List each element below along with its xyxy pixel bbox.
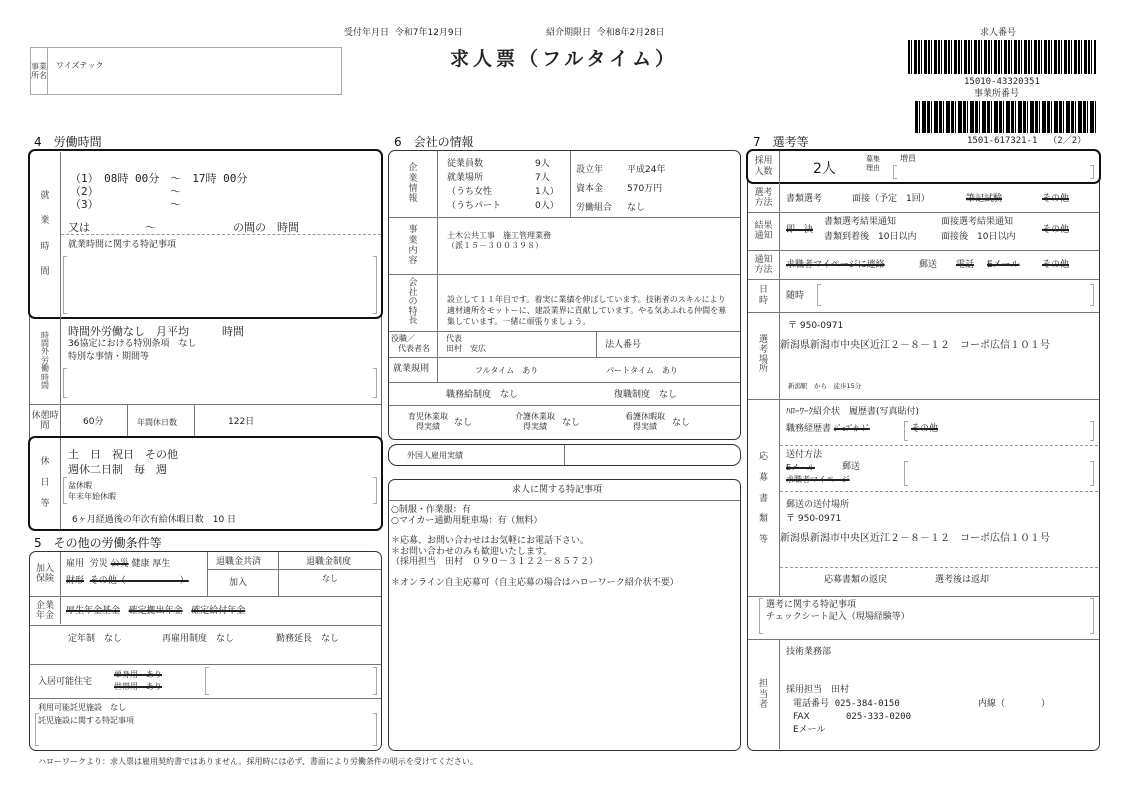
send-email: Eメール xyxy=(786,463,815,472)
business-line-1: 土木公共工事 施工管理業務 xyxy=(447,231,551,240)
section4-title: 4 労働時間 xyxy=(34,135,102,149)
housing-family: 世帯用 あり xyxy=(114,682,162,691)
retire-system: なし xyxy=(322,574,338,583)
company-name: ワイズテック xyxy=(56,61,104,70)
childcare-leave-label: 育児休業取得実績 xyxy=(408,412,448,431)
send-mypage: 求職者マイページ xyxy=(786,475,850,484)
mail-address: 新潟県新潟市中央区近江２－８－１２ コーポ広信１０１号 xyxy=(780,533,1050,544)
hires-box xyxy=(746,149,1101,184)
break-label: 休憩時間 xyxy=(31,410,59,431)
return-value: 選考後は返却 xyxy=(935,575,990,585)
insurance-struck: 財形 その他（ ） xyxy=(66,576,189,586)
holiday-note-2: 年末年始休暇 xyxy=(68,492,116,501)
employee-values: 9人 7人 1人） 0人） xyxy=(535,159,559,211)
section5-title: 5 その他の労働条件等 xyxy=(34,536,162,550)
nursing-leave-value: なし xyxy=(562,418,581,428)
rules-full: フルタイム あり xyxy=(475,366,539,375)
deadline-date: 紹介期限日 令和8年2月28日 xyxy=(546,28,665,38)
retire-mutual: 加入 xyxy=(229,578,248,588)
retire-system-label: 退職金制度 xyxy=(306,557,352,567)
result-doc: 書類選考結果通知 xyxy=(824,217,897,227)
nursing-leave-label: 介護休業取得実績 xyxy=(515,412,555,431)
insurance-label: 加入 保険 xyxy=(35,563,54,584)
documents-2: 職務経歴書 ｼﾞｮﾌﾞｶｰﾄﾞ xyxy=(786,424,870,434)
company-label: 事業所名 xyxy=(31,48,48,94)
special-circumstances: 特別な事情・期間等 xyxy=(68,352,150,362)
send-method-label: 送付方法 xyxy=(786,450,823,460)
job-notes-title: 求人に関する特記事項 xyxy=(512,485,603,495)
paid-leave: 6ヶ月経過後の年次有給休暇日数 10 日 xyxy=(72,515,237,525)
page-title: 求人票（フルタイム） xyxy=(450,48,679,70)
sick-leave-value: なし xyxy=(672,418,691,428)
reemployment: 再雇用制度 なし xyxy=(162,634,235,644)
corp-labels: 設立年 資本金 労働組合 xyxy=(576,165,613,213)
features-label: 会 社 の 特 長 xyxy=(408,278,418,327)
footer-disclaimer: ハローワークより：求人票は雇用契約書ではありません。採用時には必ず、書面により労働条件の明示を受けてください。 xyxy=(38,757,478,766)
contact-tel: 電話番号 025-384-0150 xyxy=(793,699,900,709)
selection-notes-label: 選考に関する特記事項 xyxy=(766,600,857,610)
insurance-items: 雇用 労災 公災 健康 厚生 xyxy=(66,559,171,569)
rules-part: パートタイム あり xyxy=(606,366,678,375)
childcare-notes-label: 託児施設に関する特記事項 xyxy=(38,716,134,725)
result-interview: 面接選考結果通知 xyxy=(941,217,1014,227)
overtime-label: 時 間 外 労 働 時 間 xyxy=(41,330,49,390)
date-value: 随時 xyxy=(786,291,805,301)
result-interview-when: 面接後 10日以内 xyxy=(941,232,1016,242)
selection-notes: チェックシート記入（現場経験等） xyxy=(766,612,910,622)
return-label: 応募書類の返戻 xyxy=(824,575,888,585)
mail-zip: 〒 950-0971 xyxy=(786,514,842,524)
shift-1: （1） 08時 00分 ～ 17時 00分 xyxy=(70,172,248,185)
representative-label: 役職／ 代表者名 xyxy=(391,334,430,353)
childcare: 利用可能託児施設 なし xyxy=(38,703,126,712)
result-label: 結果 通知 xyxy=(754,220,773,241)
section7-title: 7 選考等 xyxy=(753,135,809,149)
business-label: 事 業 内 容 xyxy=(408,225,418,267)
reinstatement-system: 復職制度 なし xyxy=(614,390,678,400)
documents-1: ﾊﾛｰﾜｰｸ紹介状 履歴書(写真貼付) xyxy=(786,407,920,417)
company-name-box xyxy=(30,47,342,95)
break-value: 60分 xyxy=(83,417,104,427)
method-interview: 面接（予定 1回） xyxy=(852,194,930,204)
annual-holidays-label: 年間休日数 xyxy=(137,418,177,427)
holidays-label: 休 日 等 xyxy=(40,457,50,509)
office-number-barcode xyxy=(915,101,1096,133)
holiday-days: 土 日 祝日 その他 xyxy=(68,448,178,461)
documents-label: 応 募 書 類 等 xyxy=(758,452,768,546)
reason-value: 増員 xyxy=(900,154,916,163)
annual-holidays: 122日 xyxy=(228,417,255,427)
contact-extension: 内線（ ） xyxy=(978,699,1051,709)
shift-2: （2） ～ xyxy=(70,185,182,198)
office-number-label: 事業所番号 xyxy=(974,89,1020,99)
work-hours-notes-label: 就業時間に関する特記事項 xyxy=(68,240,177,250)
work-hours-label: 就 業 時 間 xyxy=(40,191,50,277)
clause36: 36協定における特別条項 なし xyxy=(68,339,197,349)
contact-email-label: Eメール xyxy=(793,725,826,735)
or-hours-line: 又は ～ の間の 時間 xyxy=(68,221,299,234)
holiday-note-1: 盆休暇 xyxy=(68,481,92,490)
received-date: 受付年月日 令和7年12月9日 xyxy=(344,28,463,38)
method-other: その他 xyxy=(1042,194,1070,204)
pension-label: 企業 年金 xyxy=(35,600,54,621)
shift-list xyxy=(70,172,247,211)
shift-3: （3） ～ xyxy=(70,198,182,211)
date-label: 日 時 xyxy=(758,285,768,306)
housing-label: 入居可能住宅 xyxy=(38,677,93,687)
employee-labels: 従業員数 就業場所 （うち女性 （うちパート xyxy=(447,159,502,211)
job-number-barcode xyxy=(908,40,1096,74)
mail-to-label: 郵送の送付場所 xyxy=(786,500,850,510)
corp-number-label: 法人番号 xyxy=(605,340,642,350)
place-access: 新潟駅 から 徒歩15分 xyxy=(788,382,862,390)
housing-single: 単身用 あり xyxy=(114,670,162,679)
hires-count: 2人 xyxy=(813,161,836,177)
result-other: その他 xyxy=(1042,225,1070,235)
method-written: 筆記試験 xyxy=(966,194,1003,204)
company-features: 設立して１１年目です。着実に業績を伸ばしています。技術者のスキルにより適材適所をモットーに、建設業界に貢献しています。やる気あふれる仲間を募集しています。一緒に頑張りましょう。 xyxy=(447,295,727,326)
contact-label: 担 当 者 xyxy=(758,679,768,711)
method-label: 選考 方法 xyxy=(754,187,773,208)
pension-items: 厚生年金基金 確定拠出年金 確定給付年金 xyxy=(66,606,246,616)
sick-leave-label: 看護休暇取得実績 xyxy=(625,412,665,431)
job-number: 15010-43320351 xyxy=(964,77,1040,87)
notify-mail: 郵送 xyxy=(919,260,938,270)
business-line-2: （派１５－３００３９８） xyxy=(447,241,543,250)
notify-label: 通知 方法 xyxy=(754,254,773,275)
send-mail: 郵送 xyxy=(842,462,861,472)
retirement-age: 定年制 なし xyxy=(68,634,123,644)
corp-values: 平成24年 570万円 なし xyxy=(627,165,666,213)
office-number: 1501-617321-1 （2／2） xyxy=(967,136,1087,146)
corp-info-label: 企 業 情 報 xyxy=(408,163,418,205)
notify-mypage: 求職者マイページに連絡 xyxy=(786,260,885,270)
contact-department: 技術業務部 xyxy=(786,647,832,657)
method-doc: 書類選考 xyxy=(786,194,823,204)
reason-label: 募集 理由 xyxy=(866,155,880,172)
notify-phone: 電話 xyxy=(956,260,975,270)
extension: 勤務延長 なし xyxy=(276,634,340,644)
representative: 代表 田村 安広 xyxy=(446,334,486,353)
section6-title: 6 会社の情報 xyxy=(394,135,474,149)
retire-mutual-label: 退職金共済 xyxy=(216,557,262,567)
job-notes-body: ○制服・作業服：有 ○マイカー通勤用駐車場：有（無料） ＊応募、お問い合わせはお気軽にお電話下さい。 ＊お問い合わせのみも歓迎いたします。 （採用担当 田村 ０９０－３１２２－８５７２） ＊オンライン自主応募可（自主応募の場合はハローワーク紹介状不要） xyxy=(391,505,679,588)
job-pay-system: 職務給制度 なし xyxy=(446,390,519,400)
result-doc-when: 書類到着後 10日以内 xyxy=(824,232,917,242)
place-address: 新潟県新潟市中央区近江２－８－１２ コーポ広信１０１号 xyxy=(780,340,1050,351)
hires-label: 採用 人数 xyxy=(754,156,773,177)
place-label: 選 考 場 所 xyxy=(758,334,768,375)
contact-fax: FAX 025-333-0200 xyxy=(793,712,912,722)
notify-email: Eメール xyxy=(987,260,1020,270)
documents-other: その他 xyxy=(911,424,939,434)
notify-other: その他 xyxy=(1042,260,1070,270)
childcare-leave-value: なし xyxy=(454,418,473,428)
foreign-employment-label: 外国人雇用実績 xyxy=(407,451,463,460)
contact-person: 採用担当 田村 xyxy=(786,685,850,695)
overtime-value: 時間外労働なし 月平均 時間 xyxy=(68,325,244,338)
place-zip: 〒 950-0971 xyxy=(788,321,844,331)
job-number-label: 求人番号 xyxy=(980,28,1017,38)
holiday-system: 週休二日制 毎 週 xyxy=(68,463,167,476)
rules-label: 就業規則 xyxy=(393,364,430,374)
result-immediate: 即 決 xyxy=(786,225,814,235)
